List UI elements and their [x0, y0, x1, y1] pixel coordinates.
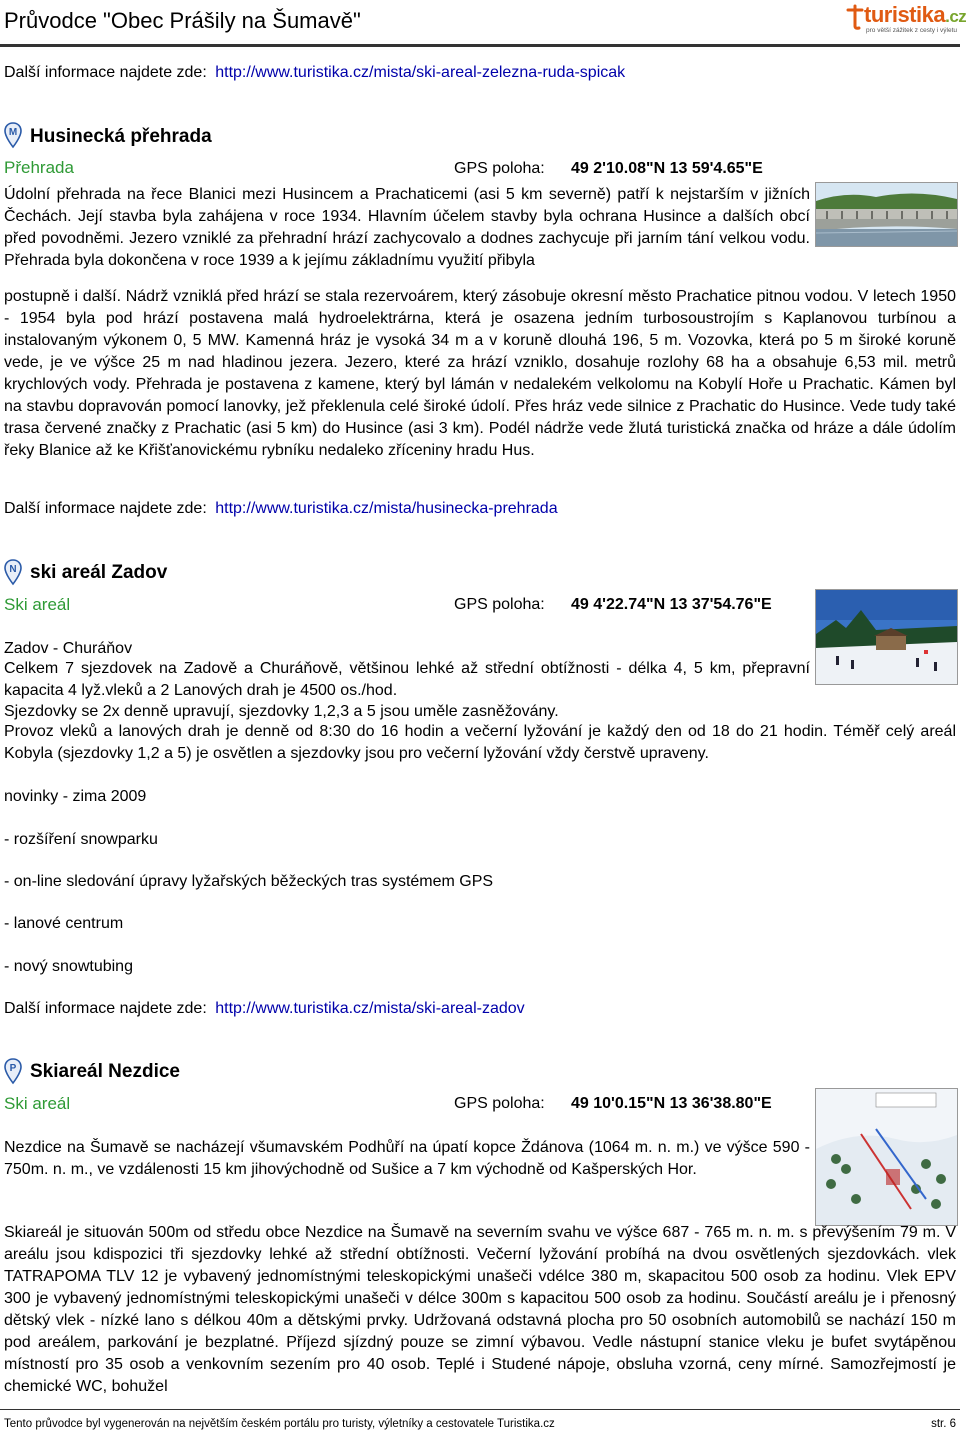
- more-info-line: [4, 499, 558, 519]
- ski-slope-photo: [815, 589, 958, 685]
- gps-value: 49 4'22.74"N 13 37'54.76"E: [571, 596, 772, 613]
- map-pin-icon: [4, 122, 22, 148]
- news-item: - nový snowtubing: [4, 958, 133, 975]
- poi-description: Sjezdovky se 2x denně upravují, sjezdovky 1,2,3 a 5 jsou uměle zasněžovány.: [4, 703, 559, 720]
- logo-word: turistika.cz: [864, 2, 966, 27]
- poi-title: Skiareál Nezdice: [30, 1061, 180, 1082]
- poi-title: ski areál Zadov: [30, 562, 168, 583]
- ski-slope-image: [816, 590, 957, 684]
- more-info-link[interactable]: http://www.turistika.cz/mista/husinecka-prehrada: [215, 500, 558, 517]
- header-divider: [0, 44, 960, 47]
- poi-description: Provoz vleků a lanových drah je denně od 8:30 do 16 hodin a večerní lyžování je každý den od 18 do 21 hodin. Téměř celý areál Kobyla (sjezdovky 1,2 a 5) je osvětlen a sjezdovky jsou pro večerní lyžování vždy čerstvě upraveny.: [4, 723, 956, 762]
- svg-text:M: M: [8, 127, 18, 138]
- footer-text: Tento průvodce byl vygenerován na největším českém portálu pro turisty, výletníky a cestovatele Turistika.cz: [4, 1418, 555, 1430]
- poi-description: Celkem 7 sjezdovek na Zadově a Churáňově, většinou lehké až střední obtížnosti - délka 4, 5 km, přepravní kapacita 4 lyž.vleků a 2 Lanových drah je 4500 os./hod.: [4, 660, 810, 699]
- map-pin-icon: [4, 1058, 22, 1084]
- more-info-label: Další informace najdete zde:: [4, 64, 207, 81]
- poi-title: Husinecká přehrada: [30, 126, 212, 147]
- gps-label: GPS poloha:: [454, 160, 545, 177]
- gps-label: GPS poloha:: [454, 596, 545, 613]
- more-info-link[interactable]: http://www.turistika.cz/mista/ski-areal-zadov: [215, 1000, 525, 1017]
- more-info-link[interactable]: http://www.turistika.cz/mista/ski-areal-zelezna-ruda-spicak: [215, 64, 626, 81]
- gps-value: 49 10'0.15"N 13 36'38.80"E: [571, 1095, 772, 1112]
- more-info-line: [4, 63, 625, 83]
- poi-description: Skiareál je situován 500m od středu obce Nezdice na Šumavě na severním svahu ve výšce 687 - 765 m. n. m. s převýšením 79 m. V areálu jsou kdispozici tři sjezdovky lehké až střední obtížnosti. Večerní lyžování probíhá na dvou osvětlených sjezdovkách. vlek TATRAPOMA TLV 12 je vybavený jednomístnými teleskopickými unašeči vdélce 380 m, skapacitou 500 osob za hodinu. Vlek EPV 300 je vybavený jednomístnými teleskopickými unašeči v délce 300m s kapacitou 500 osob za hodinu. Součástí areálu je i přenosný dětský vlek - nízké lano s délkou 40m a dětskými prvky. Udržovaná odstavná plocha pro 50 osobních automobilů se nachází 150 m pod areálem, parkování je bezplatné. Příjezd sjízdný pouze se zimní výbavou. Vedle nástupní stanice vleku je bufet svytápěnou místností pro 35 osob a venkovním sezením pro 40 osob. Teplé i Studené nápoje, obsluha vzorná, ceny mírné. Samozřejmostí je chemické WC, bohužel: [4, 1224, 956, 1395]
- ski-resort-map-image: [816, 1089, 957, 1225]
- map-pin-icon: [4, 559, 22, 585]
- poi-description: Nezdice na Šumavě se nacházejí všumavském Podhůří na úpatí kopce Ždánova (1064 m. n. m.) ve výšce 590 - 750m. n. m., ve vzdálenosti 15 km jihovýchodně od Sušice a 7 km východně od Kašperských Hor.: [4, 1139, 810, 1178]
- news-item: - lanové centrum: [4, 915, 124, 932]
- more-info-label: Další informace najdete zde:: [4, 500, 207, 517]
- gps-value: 49 2'10.08"N 13 59'4.65"E: [571, 160, 763, 177]
- footer-divider: [0, 1409, 960, 1410]
- turistika-logo[interactable]: [844, 2, 966, 38]
- more-info-label: Další informace najdete zde:: [4, 1000, 207, 1017]
- poi-category: Ski areál: [4, 1094, 71, 1113]
- turistika-logo-icon: [846, 4, 864, 30]
- news-item: - on-line sledování úpravy lyžařských běžeckých tras systémem GPS: [4, 873, 494, 890]
- dam-photo: [815, 182, 958, 247]
- page-title: Průvodce "Obec Prášily na Šumavě": [4, 8, 361, 33]
- svg-text:P: P: [9, 1063, 17, 1074]
- dam-image: [816, 183, 957, 246]
- page-number: str. 6: [931, 1418, 956, 1430]
- news-item: - rozšíření snowparku: [4, 831, 158, 848]
- logo-tagline: pro větší zážitek z cesty i výletu: [866, 27, 958, 34]
- ski-resort-map: [815, 1088, 958, 1226]
- poi-description: Údolní přehrada na řece Blanici mezi Husincem a Prachaticemi (asi 5 km severně) patří k nejstarším v jižních Čechách. Její stavba byla zahájena v roce 1934. Hlavním účelem stavby byla ochrana Husince a dalších obcí před povodněmi. Jezero vzniklé za přehradní hrází zachycovalo a dodnes zachycuje při jarním tání velkou vodu. Přehrada byla dokončena v roce 1939 a k jejímu základnímu využití přibyla: [4, 186, 810, 269]
- poi-description-continued: postupně i další. Nádrž vzniklá před hrází se stala rezervoárem, který zásobuje okresní město Prachatice pitnou vodou. V letech 1950 - 1954 byla pod hrází postavena malá hydroelektrárna, která je osazena jedním turbosoustrojím s Kaplanovou turbínou a instalovaným výkonem 0, 5 MW. Kamenná hráz je vysoká 34 m a v koruně dlouhá 196, 5 m. Vozovka, která po 5 m široké koruně vede, je ve výšce 25 m nad hladinou jezera. Jezero, které za hrází vzniklo, dosahuje rozlohy 68 ha a obsahuje 6,53 mil. metrů krychlových vody. Přehrada je postavena z kamene, který byl lámán v nedalekém velkolomu na Kobylí Hoře u Prachatic. Kámen byl na stavbu dopravován pomocí lanovky, jež překlenula celé široké údolí. Přes hráz vede silnice z Prachatic do Husince. Vede tudy také trasa červené značky z Prachatic (asi 5 km) do Husince (asi 3 km). Podél nádrže vede žlutá turistická značka od hráze a dále údolím řeky Blanice až ke Křišťanovickému rybníku nedaleko zříceniny hradu Hus.: [4, 288, 956, 459]
- poi-subtitle: Zadov - Churáňov: [4, 640, 133, 657]
- gps-label: GPS poloha:: [454, 1095, 545, 1112]
- poi-category: Ski areál: [4, 595, 71, 614]
- more-info-line: [4, 999, 525, 1019]
- news-title: novinky - zima 2009: [4, 788, 147, 805]
- poi-category: Přehrada: [4, 158, 74, 177]
- svg-text:N: N: [9, 564, 17, 575]
